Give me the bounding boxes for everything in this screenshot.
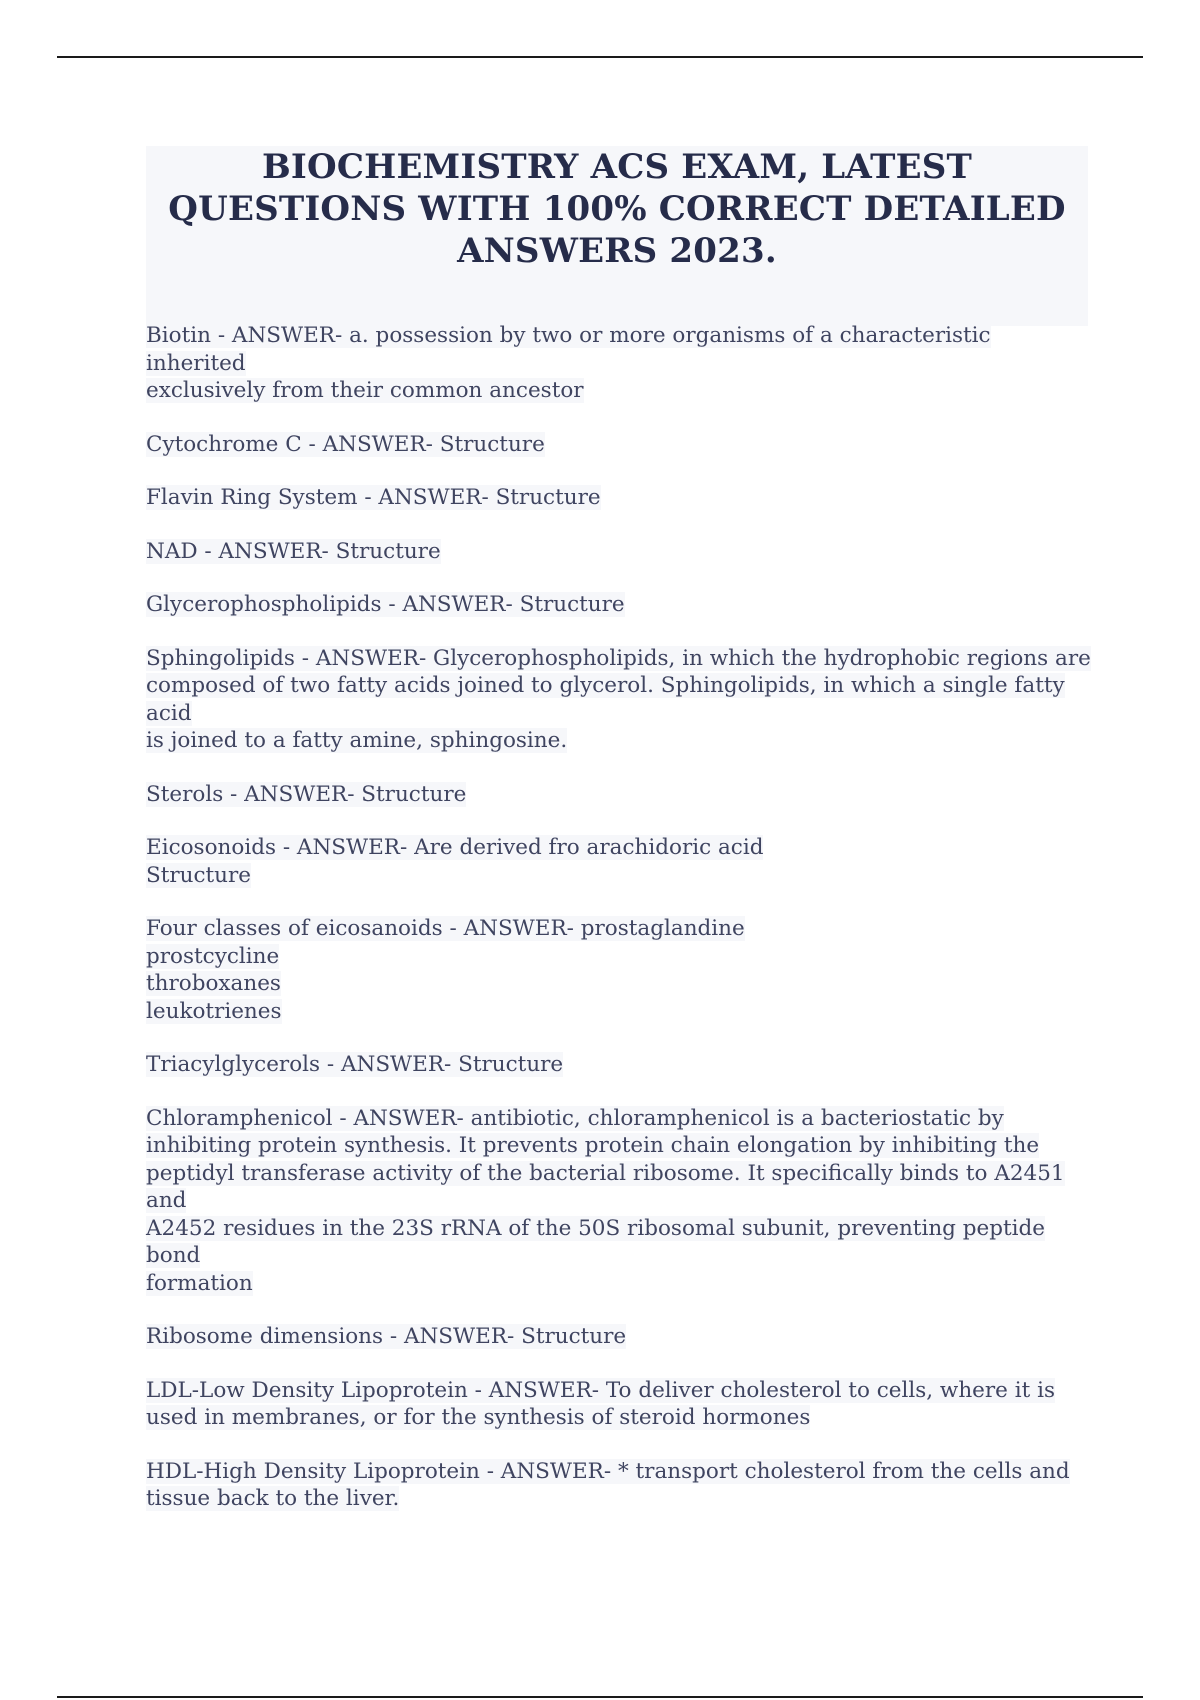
qa-entry-sphingolipids	[146, 645, 1096, 755]
qa-entry-sterols	[146, 781, 1096, 809]
qa-line: inhibiting protein synthesis. It prevents protein chain elongation by inhibiting the	[146, 1133, 1040, 1158]
qa-line: Flavin Ring System - ANSWER- Structure	[146, 485, 601, 510]
qa-entry-biotin	[146, 322, 1096, 405]
qa-line: Triacylglycerols - ANSWER- Structure	[146, 1052, 564, 1077]
qa-line: Sterols - ANSWER- Structure	[146, 781, 467, 807]
qa-entry-ribosome-dimensions	[146, 1323, 1096, 1351]
qa-line: throboxanes	[146, 971, 281, 996]
qa-line: A2452 residues in the 23S rRNA of the 50S ribosomal subunit, preventing peptide bond	[146, 1215, 1046, 1268]
header-rule	[57, 56, 1143, 58]
qa-line: Structure	[146, 862, 252, 888]
qa-line: tissue back to the liver.	[146, 1486, 400, 1511]
qa-line: leukotrienes	[146, 998, 282, 1024]
document-title-block	[146, 146, 1088, 326]
qa-entry-hdl	[146, 1458, 1096, 1513]
qa-entry-glycerophospholipids	[146, 591, 1096, 619]
qa-entry-cytochrome-c	[146, 431, 1096, 459]
qa-entry-eicosonoids	[146, 834, 1096, 889]
qa-line: composed of two fatty acids joined to glycerol. Sphingolipids, in which a single fatty acid	[146, 673, 1065, 726]
qa-line: formation	[146, 1270, 253, 1296]
qa-line: LDL-Low Density Lipoprotein - ANSWER- To deliver cholesterol to cells, where it is	[146, 1377, 1056, 1403]
document-title	[146, 146, 1088, 272]
qa-entry-ldl	[146, 1377, 1096, 1432]
footer-rule	[57, 1696, 1143, 1698]
qa-line: Biotin - ANSWER- a. possession by two or more organisms of a characteristic inherited	[146, 323, 991, 376]
qa-line: Sphingolipids - ANSWER- Glycerophospholipids, in which the hydrophobic regions are	[146, 645, 1091, 671]
qa-entry-triacylglycerols	[146, 1051, 1096, 1079]
qa-line: Four classes of eicosanoids - ANSWER- prostaglandine	[146, 916, 745, 941]
qa-line: Chloramphenicol - ANSWER- antibiotic, chloramphenicol is a bacteriostatic by	[146, 1105, 1004, 1131]
qa-line: Eicosonoids - ANSWER- Are derived fro arachidoric acid	[146, 835, 764, 860]
title-line: ANSWERS 2023.	[457, 231, 777, 271]
qa-line: used in membranes, or for the synthesis of steroid hormones	[146, 1405, 811, 1430]
qa-line: peptidyl transferase activity of the bacterial ribosome. It specifically binds to A2451 and	[146, 1160, 1065, 1213]
title-line: BIOCHEMISTRY ACS EXAM, LATEST	[262, 147, 972, 187]
qa-entry-four-classes-of-eicosanoids	[146, 915, 1096, 1025]
qa-entry-flavin-ring-system	[146, 484, 1096, 512]
qa-line: exclusively from their common ancestor	[146, 378, 584, 403]
qa-line: Ribosome dimensions - ANSWER- Structure	[146, 1324, 627, 1349]
qa-line: Cytochrome C - ANSWER- Structure	[146, 431, 545, 457]
qa-line: is joined to a fatty amine, sphingosine.	[146, 728, 568, 753]
qa-entry-nad	[146, 538, 1096, 566]
qa-line: Glycerophospholipids - ANSWER- Structure	[146, 592, 625, 617]
qa-entry-chloramphenicol	[146, 1105, 1096, 1298]
qa-line: NAD - ANSWER- Structure	[146, 538, 441, 564]
title-line: QUESTIONS WITH 100% CORRECT DETAILED	[168, 189, 1066, 229]
qa-line: prostcycline	[146, 943, 280, 969]
qa-line: HDL-High Density Lipoprotein - ANSWER- * transport cholesterol from the cells and	[146, 1458, 1070, 1484]
qa-list	[146, 322, 1096, 1539]
